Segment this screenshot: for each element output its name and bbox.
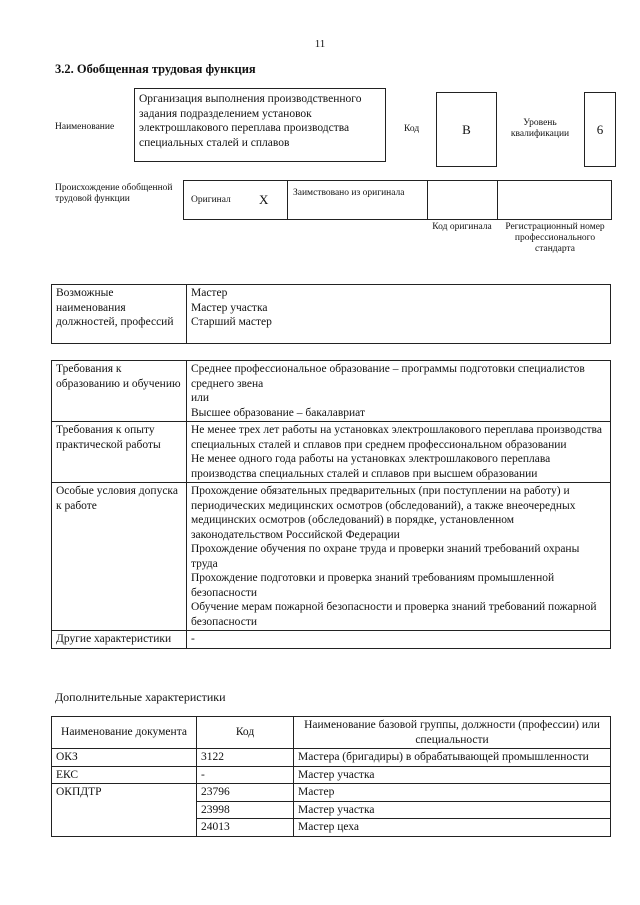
- requirement-line: Не менее трех лет работы на установках электрошлакового переплава производства специальных сталей и сплавов при среднем профессиональном образовании: [191, 424, 602, 451]
- function-name: Организация выполнения производственного задания подразделением установок электрошлакового переплава производства специальных сталей и сплавов: [134, 88, 386, 162]
- header-name: Наименование базовой группы, должности (профессии) или специальности: [294, 717, 611, 749]
- original-label: Оригинал: [191, 195, 231, 205]
- registration-label: Регистрационный номер профессионального стандарта: [505, 222, 605, 254]
- requirement-line: или: [191, 392, 210, 404]
- additional-table: [51, 716, 611, 837]
- requirement-line: Прохождение обязательных предварительных (при поступлении на работу) и периодических медицинских осмотров (обследований), а также внеочередных медицинских осмотров (обследований) в порядке, установленном законодательством Российской Федерации: [191, 485, 576, 541]
- origin-frame: [183, 180, 612, 220]
- requirement-values: [187, 483, 611, 631]
- code-cell: 23796: [197, 784, 294, 802]
- requirement-values: [187, 631, 611, 649]
- table-row: [52, 361, 611, 422]
- borrowed-label: Заимствовано из оригинала: [293, 188, 405, 198]
- additional-title: Дополнительные характеристики: [55, 690, 226, 704]
- origin-label: Происхождение обобщенной трудовой функции: [55, 183, 173, 204]
- table-row: [52, 483, 611, 631]
- positions-values: [187, 285, 611, 344]
- table-header-row: [52, 717, 611, 749]
- requirement-label: Другие характеристики: [52, 631, 187, 649]
- requirement-values: [187, 422, 611, 483]
- original-mark: X: [259, 192, 269, 207]
- code-value: B: [436, 92, 497, 167]
- doc-cell: ОКПДТР: [52, 784, 197, 837]
- level-label: Уровень квалификации: [510, 118, 570, 139]
- name-cell: Мастер участка: [294, 801, 611, 819]
- requirements-table: [51, 360, 611, 649]
- origin-divider: [287, 180, 288, 220]
- code-label: Код: [404, 124, 420, 134]
- code-cell: 23998: [197, 801, 294, 819]
- code-cell: 24013: [197, 819, 294, 837]
- level-value: 6: [584, 92, 616, 167]
- table-row: [52, 766, 611, 784]
- origin-divider: [427, 180, 428, 220]
- requirement-line: Обучение мерам пожарной безопасности и проверка знаний требований пожарной безопасности: [191, 601, 597, 628]
- name-cell: Мастера (бригадиры) в обрабатывающей промышленности: [294, 749, 611, 767]
- position-item: Мастер: [191, 287, 228, 299]
- positions-label: Возможные наименования должностей, профессий: [52, 285, 187, 344]
- page-number: 11: [314, 38, 326, 50]
- header-code: Код: [197, 717, 294, 749]
- requirement-values: [187, 361, 611, 422]
- table-row: [52, 631, 611, 649]
- requirement-label: Требования к образованию и обучению: [52, 361, 187, 422]
- requirement-line: Среднее профессиональное образование – программы подготовки специалистов среднего звена: [191, 363, 585, 390]
- origin-divider: [497, 180, 498, 220]
- code-cell: -: [197, 766, 294, 784]
- doc-cell: ОКЗ: [52, 749, 197, 767]
- header-document: Наименование документа: [52, 717, 197, 749]
- table-row: [52, 422, 611, 483]
- requirement-line: Не менее одного года работы на установках электрошлакового переплава производства специальных сталей и сплавов при высшем образовании: [191, 453, 551, 480]
- code-original-label: Код оригинала: [432, 222, 492, 232]
- table-row: [52, 285, 611, 344]
- section-title: 3.2. Обобщенная трудовая функция: [55, 62, 256, 76]
- table-row: [52, 784, 611, 802]
- position-item: Старший мастер: [191, 316, 272, 328]
- positions-table: [51, 284, 611, 344]
- requirement-line: Высшее образование – бакалавриат: [191, 406, 365, 419]
- name-cell: Мастер: [294, 784, 611, 802]
- requirement-label: Особые условия допуска к работе: [52, 483, 187, 631]
- requirement-line: Прохождение подготовки и проверка знаний требованиям промышленной безопасности: [191, 572, 555, 599]
- requirement-line: -: [191, 633, 195, 645]
- requirement-label: Требования к опыту практической работы: [52, 422, 187, 483]
- requirement-line: Прохождение обучения по охране труда и проверки знаний требований охраны труда: [191, 543, 580, 570]
- name-cell: Мастер цеха: [294, 819, 611, 837]
- table-row: [52, 749, 611, 767]
- name-cell: Мастер участка: [294, 766, 611, 784]
- name-label: Наименование: [55, 122, 115, 132]
- code-cell: 3122: [197, 749, 294, 767]
- doc-cell: ЕКС: [52, 766, 197, 784]
- position-item: Мастер участка: [191, 301, 268, 314]
